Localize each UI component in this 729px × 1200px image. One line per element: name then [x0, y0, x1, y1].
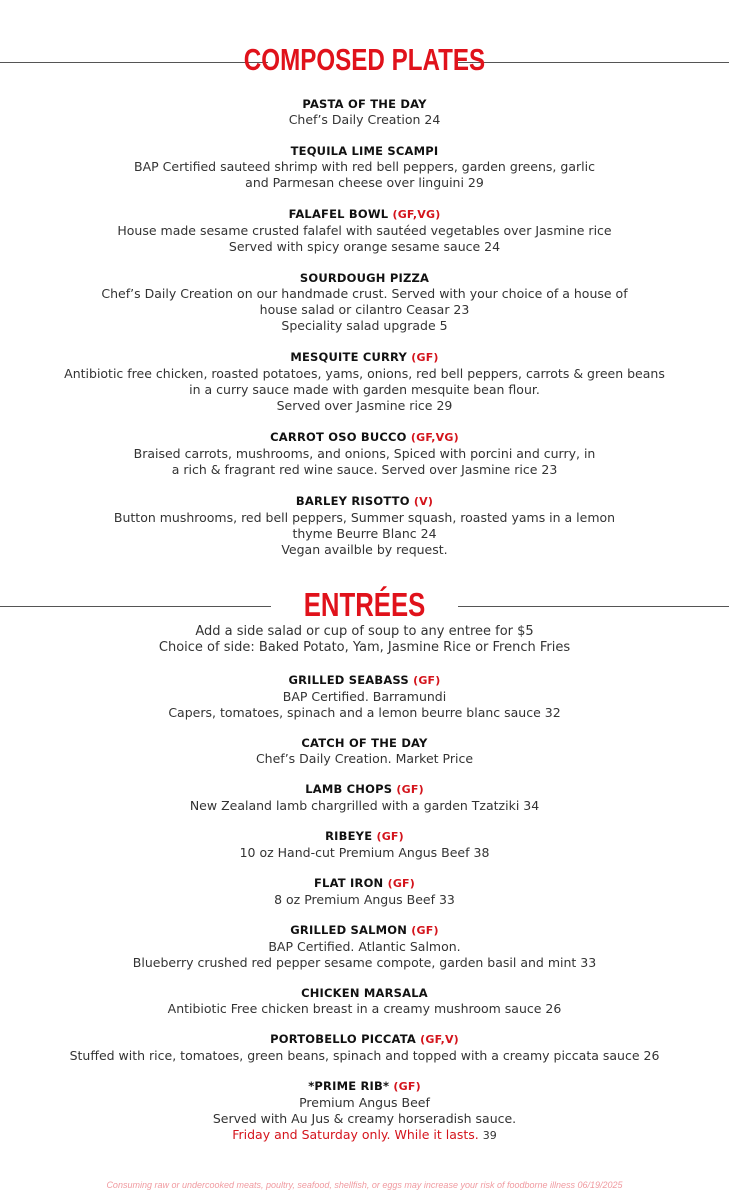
menu-item-description: Served with spicy orange sesame sauce 24: [228, 239, 501, 254]
menu-item-description: a rich & fragrant red wine sauce. Served over Jasmine rice 23: [171, 462, 558, 477]
menu-item-description: Antibiotic free chicken, roasted potatoes, yams, onions, red bell peppers, carrots & green beans: [64, 366, 665, 381]
composed-plates-header: [0, 42, 729, 82]
menu-item: [0, 781, 729, 814]
menu-item-name: [0, 735, 729, 751]
menu-item-description: Chef’s Daily Creation on our handmade crust. Served with your choice of a house of: [101, 286, 628, 301]
menu-item: [0, 1031, 729, 1064]
menu-item: [0, 349, 729, 414]
dish-name: SOURDOUGH PIZZA: [299, 271, 430, 285]
price: 39: [482, 1129, 497, 1142]
intro-line: Choice of side: Baked Potato, Yam, Jasmine Rice or French Fries: [158, 640, 571, 655]
intro-line: Add a side salad or cup of soup to any entree for $5: [195, 624, 534, 639]
menu-item: [0, 96, 729, 128]
menu-item-name: [0, 270, 729, 286]
dish-name: *PRIME RIB*: [308, 1079, 390, 1093]
menu-item-name: [0, 922, 729, 939]
dietary-tag: (GF): [396, 783, 424, 796]
dish-name: CHICKEN MARSALA: [301, 986, 428, 1000]
menu-item: [0, 828, 729, 861]
menu-item-description: 10 oz Hand-cut Premium Angus Beef 38: [239, 845, 490, 860]
dish-name: TEQUILA LIME SCAMPI: [290, 144, 439, 158]
menu-item-description: House made sesame crusted falafel with sautéed vegetables over Jasmine rice: [117, 223, 612, 238]
menu-item-name: [0, 429, 729, 446]
dish-name: FALAFEL BOWL: [288, 207, 389, 221]
menu-item-name: [0, 1031, 729, 1048]
dietary-tag: (GF): [413, 674, 441, 687]
menu-item-description: Braised carrots, mushrooms, and onions, Spiced with porcini and curry, in: [133, 446, 596, 461]
menu-item-name: [0, 781, 729, 798]
menu-item: [0, 672, 729, 721]
dish-name: CARROT OSO BUCCO: [270, 430, 407, 444]
dish-name: RIBEYE: [325, 829, 373, 843]
allergy-disclaimer: Consuming raw or undercooked meats, poultry, seafood, shellfish, or eggs may increase your risk of foodborne illness 06/19/2025: [106, 1180, 623, 1190]
dietary-tag: (GF,VG): [392, 208, 441, 221]
menu-item: [0, 1078, 729, 1144]
menu-item-description: Served over Jasmine rice 29: [276, 398, 453, 413]
menu-item-name: [0, 206, 729, 223]
menu-item-name: [0, 143, 729, 159]
menu-item-description: BAP Certified sauteed shrimp with red bell peppers, garden greens, garlic: [134, 159, 595, 174]
menu-item-description: Capers, tomatoes, spinach and a lemon beurre blanc sauce 32: [168, 705, 561, 720]
entrees-header: [0, 586, 729, 626]
dietary-tag: (GF): [376, 830, 404, 843]
menu-item-description: thyme Beurre Blanc 24: [292, 526, 437, 541]
menu-item-description: Vegan availble by request.: [281, 542, 448, 557]
menu-item: [0, 270, 729, 334]
dietary-tag: (GF): [411, 351, 439, 364]
menu-item-description: and Parmesan cheese over linguini 29: [245, 175, 484, 190]
menu-item: [0, 493, 729, 558]
menu-item-description: Antibiotic Free chicken breast in a creamy mushroom sauce 26: [167, 1001, 562, 1016]
menu-item-description: Chef’s Daily Creation 24: [288, 112, 441, 127]
dish-name: PORTOBELLO PICCATA: [270, 1032, 416, 1046]
section-title: ENTRÉES: [303, 586, 426, 623]
dish-name: FLAT IRON: [314, 876, 384, 890]
menu-item: [0, 143, 729, 191]
menu-item-description: Button mushrooms, red bell peppers, Summer squash, roasted yams in a lemon: [113, 510, 616, 525]
menu-item: [0, 735, 729, 767]
menu-item-name: [0, 672, 729, 689]
dietary-tag: (GF): [387, 877, 415, 890]
menu-item-description: BAP Certified. Atlantic Salmon.: [268, 939, 461, 954]
menu-item: [0, 875, 729, 908]
section-title: COMPOSED PLATES: [243, 42, 486, 77]
menu-item-description: house salad or cilantro Ceasar 23: [259, 302, 470, 317]
menu-item: [0, 985, 729, 1017]
entrees-list: [0, 624, 729, 1158]
menu-item-description: Premium Angus Beef: [299, 1095, 430, 1110]
menu-item-name: [0, 349, 729, 366]
menu-item-description: Speciality salad upgrade 5: [281, 318, 448, 333]
menu-item-name: [0, 1078, 729, 1095]
menu-item-name: [0, 875, 729, 892]
menu-item-name: [0, 985, 729, 1001]
menu-item: [0, 206, 729, 255]
dietary-tag: (GF,VG): [410, 431, 459, 444]
dietary-tag: (V): [413, 495, 434, 508]
dietary-tag: (GF): [393, 1080, 421, 1093]
menu-item-description: Stuffed with rice, tomatoes, green beans, spinach and topped with a creamy piccata sauce 26: [69, 1048, 660, 1063]
composed-plates-list: [0, 96, 729, 573]
menu-item-description: in a curry sauce made with garden mesquite bean flour.: [189, 382, 540, 397]
dietary-tag: (GF): [411, 924, 439, 937]
menu-item-description: Blueberry crushed red pepper sesame compote, garden basil and mint 33: [132, 955, 597, 970]
dish-name: BARLEY RISOTTO: [295, 494, 410, 508]
menu-item-name: [0, 96, 729, 112]
dietary-tag: (GF,V): [420, 1033, 459, 1046]
dish-name: LAMB CHOPS: [305, 782, 393, 796]
dish-name: GRILLED SALMON: [290, 923, 408, 937]
dish-name: GRILLED SEABASS: [288, 673, 409, 687]
dish-name: CATCH OF THE DAY: [301, 736, 428, 750]
entrees-intro: [0, 624, 729, 656]
menu-item-description: BAP Certified. Barramundi: [282, 689, 447, 704]
menu-item-description: Served with Au Jus & creamy horseradish sauce.: [212, 1111, 517, 1126]
menu-item-description: New Zealand lamb chargrilled with a garden Tzatziki 34: [189, 798, 540, 813]
menu-item-name: [0, 493, 729, 510]
menu-item: [0, 429, 729, 478]
dish-name: PASTA OF THE DAY: [302, 97, 427, 111]
availability-text: Friday and Saturday only. While it lasts.: [232, 1127, 479, 1142]
dish-name: MESQUITE CURRY: [290, 350, 408, 364]
menu-item-name: [0, 828, 729, 845]
menu-item: [0, 922, 729, 971]
availability-note: [0, 1127, 729, 1144]
menu-item-description: Chef’s Daily Creation. Market Price: [255, 751, 474, 766]
menu-item-description: 8 oz Premium Angus Beef 33: [274, 892, 455, 907]
